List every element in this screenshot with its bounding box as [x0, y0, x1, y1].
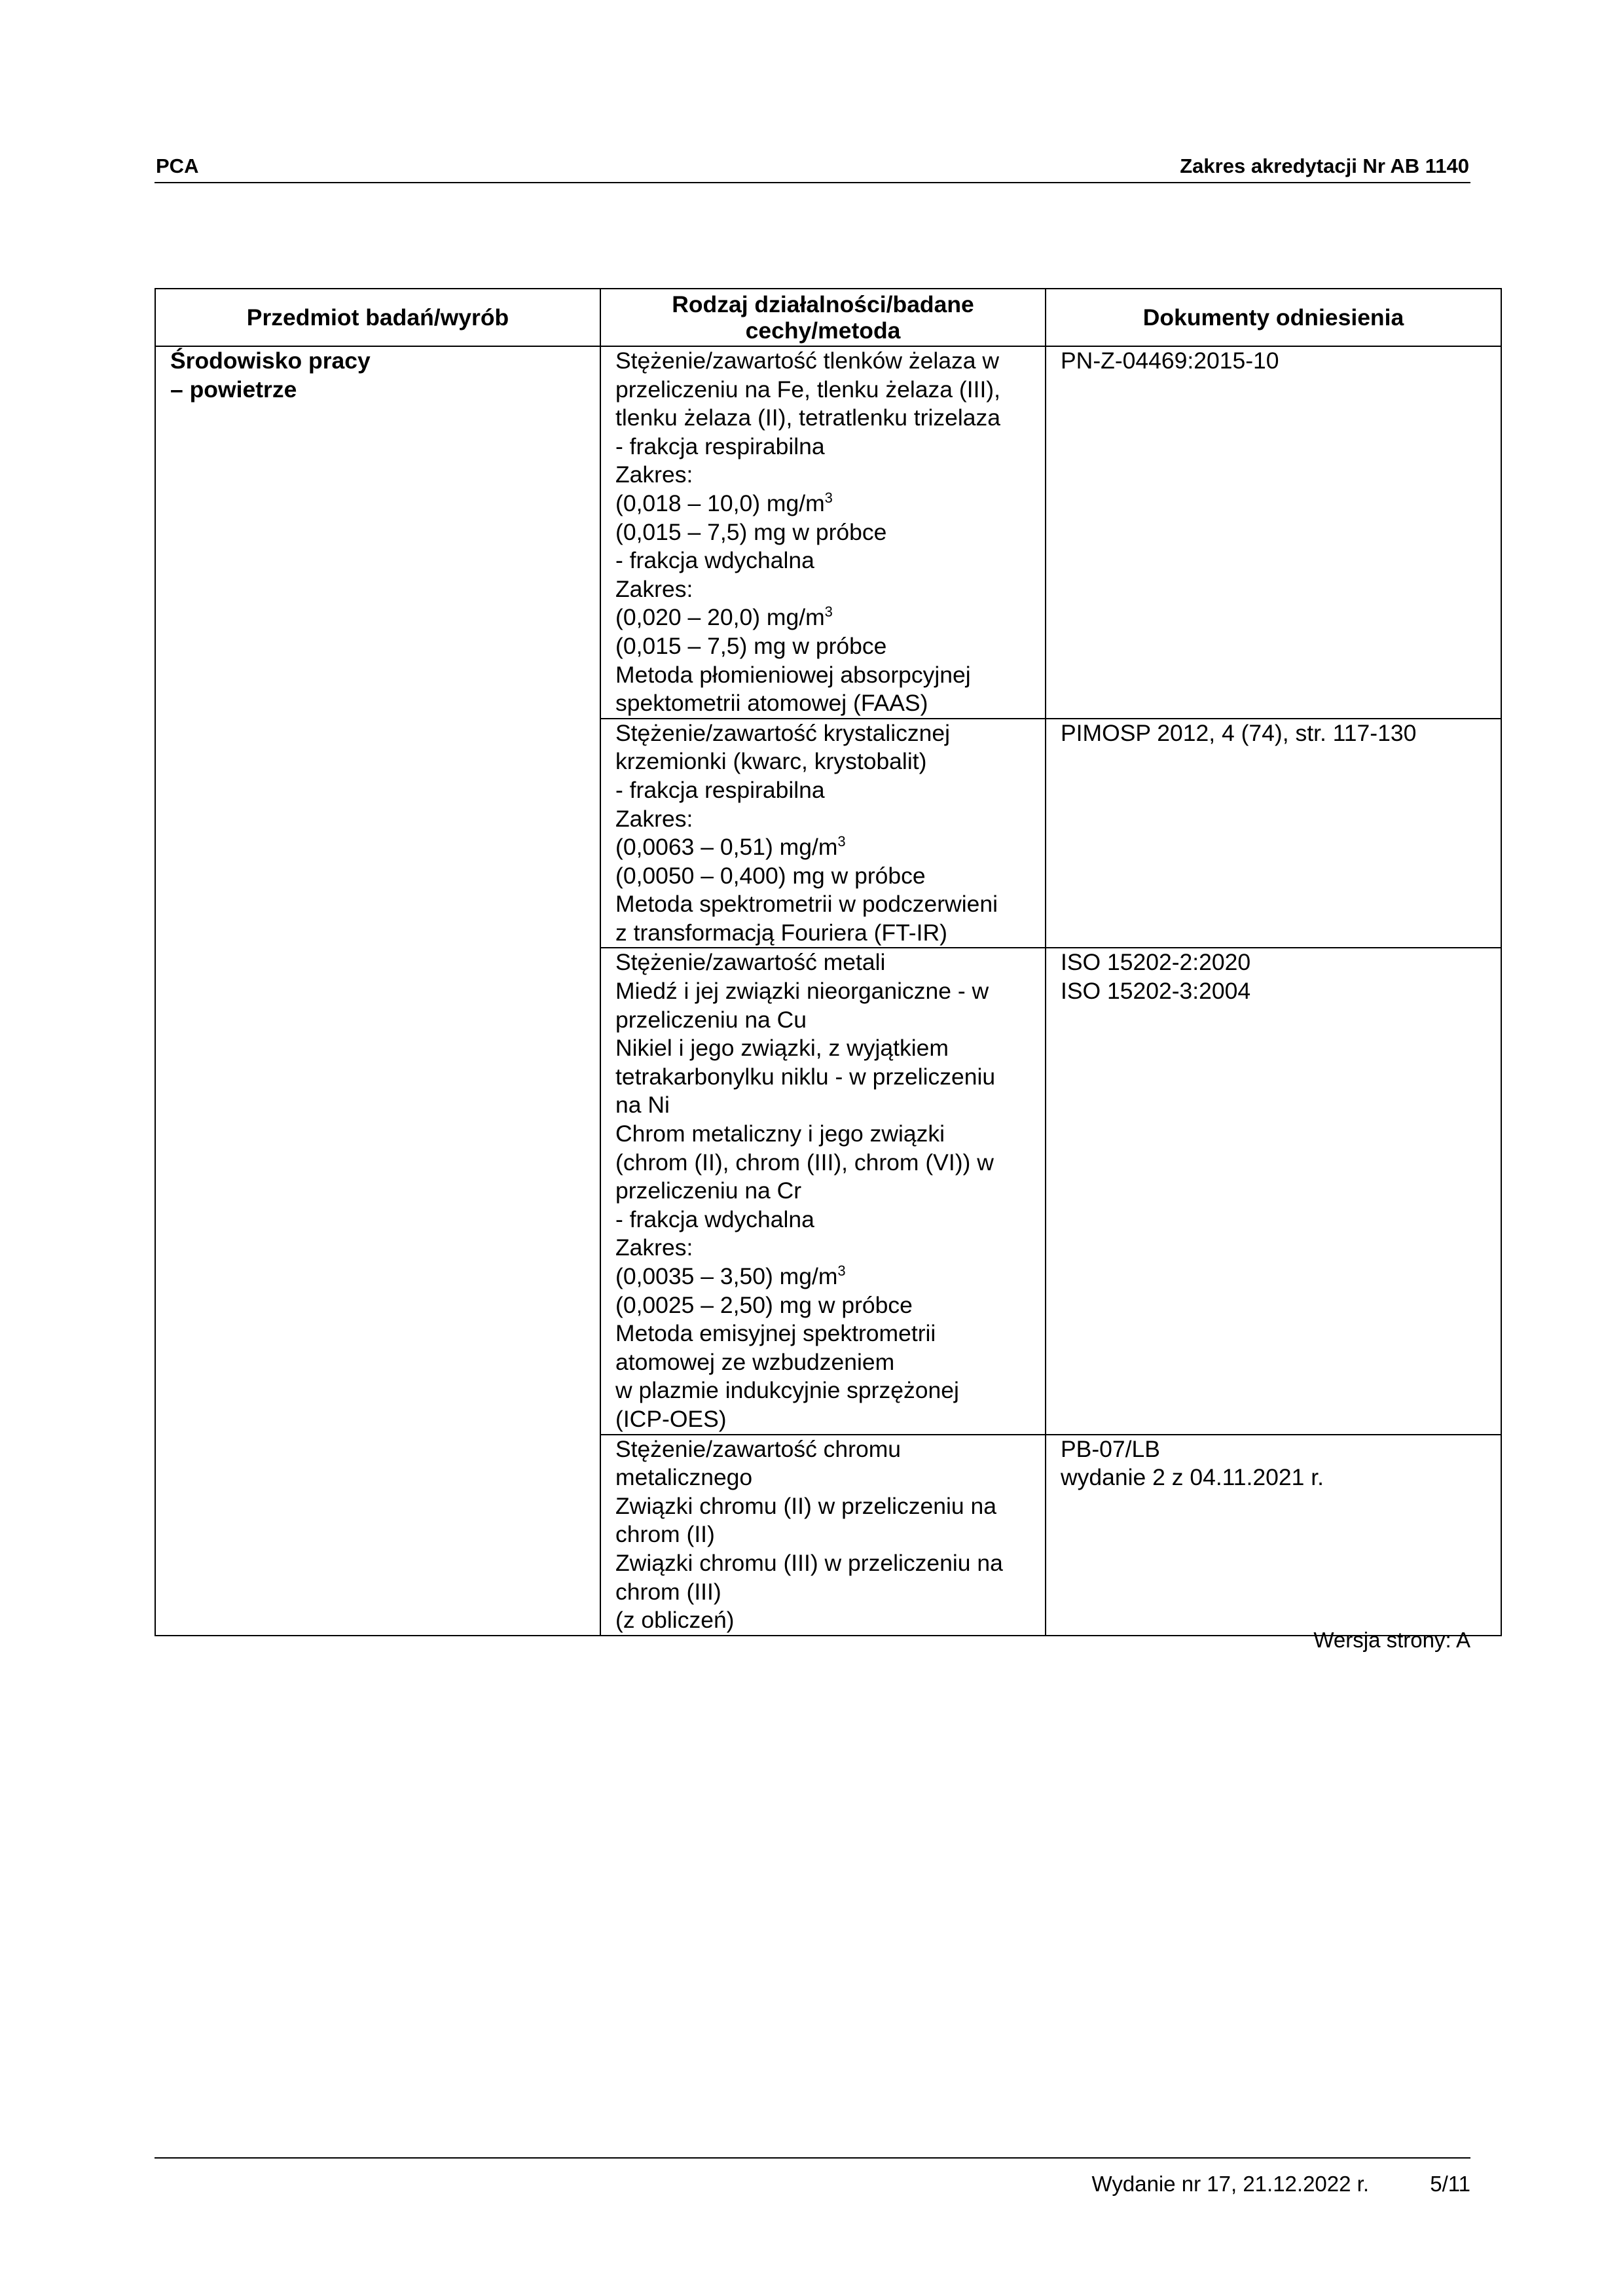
method-line: - frakcja wdychalna: [615, 547, 814, 574]
method-cell: [600, 719, 1046, 948]
document-reference: PN-Z-04469:2015-10: [1061, 348, 1279, 374]
method-line: - frakcja respirabilna: [615, 433, 825, 459]
table-row: [155, 346, 1501, 719]
method-line: krzemionki (kwarc, krystobalit): [615, 748, 927, 775]
method-line: przeliczeniu na Cr: [615, 1177, 802, 1204]
method-line: Miedź i jej związki nieorganiczne - w: [615, 978, 989, 1005]
method-line: Zakres:: [615, 575, 693, 602]
subject-line: Środowisko pracy: [170, 348, 371, 374]
header-scope-number: Zakres akredytacji Nr AB 1140: [1180, 154, 1469, 177]
accreditation-scope-table: [155, 288, 1502, 1636]
method-line: spektometrii atomowej (FAAS): [615, 690, 928, 717]
column-header-method: Rodzaj działalności/badane cechy/metoda: [600, 289, 1046, 346]
method-line: (0,015 – 7,5) mg w próbce: [615, 518, 887, 545]
method-line: (chrom (II), chrom (III), chrom (VI)) w: [615, 1149, 994, 1175]
method-line: chrom (II): [615, 1521, 715, 1548]
method-line: Metoda płomieniowej absorpcyjnej: [615, 661, 971, 688]
footer-page-number: 5/11: [1430, 2172, 1470, 2196]
documents-cell: [1046, 719, 1501, 948]
method-line: przeliczeniu na Cu: [615, 1006, 807, 1033]
method-line: Stężenie/zawartość krystalicznej: [615, 719, 951, 746]
document-reference: ISO 15202-3:2004: [1061, 978, 1251, 1005]
method-line: atomowej ze wzbudzeniem: [615, 1348, 895, 1375]
method-line: przeliczeniu na Fe, tlenku żelaza (III),: [615, 376, 1000, 403]
method-line: z transformacją Fouriera (FT-IR): [615, 919, 947, 946]
method-line: Nikiel i jego związki, z wyjątkiem: [615, 1035, 949, 1062]
method-line: Stężenie/zawartość metali: [615, 949, 886, 976]
page-version: Wersja strony: A: [1313, 1628, 1470, 1652]
method-line: Metoda spektrometrii w podczerwieni: [615, 891, 998, 918]
column-header-subject: Przedmiot badań/wyrób: [155, 289, 600, 346]
method-line: Zakres:: [615, 805, 693, 832]
documents-cell: [1046, 948, 1501, 1434]
method-line: Metoda emisyjnej spektrometrii: [615, 1320, 936, 1347]
method-line: Stężenie/zawartość chromu: [615, 1435, 902, 1462]
table-header-row: [155, 289, 1501, 346]
method-line: (0,020 – 20,0) $mg/m^3$: [615, 603, 833, 631]
method-cell: [600, 1435, 1046, 1636]
method-line: w plazmie indukcyjnie sprzężonej: [615, 1377, 959, 1404]
method-line: (0,0063 – 0,51) $mg/m^3$: [615, 833, 846, 861]
method-line: na Ni: [615, 1092, 670, 1119]
method-line: - frakcja respirabilna: [615, 776, 825, 803]
method-line: tetrakarbonylku niklu - w przeliczeniu: [615, 1063, 996, 1090]
method-line: (0,0025 – 2,50) mg w próbce: [615, 1291, 913, 1318]
method-line: Chrom metaliczny i jego związki: [615, 1121, 945, 1147]
method-line: Związki chromu (II) w przeliczeniu na: [615, 1492, 996, 1519]
method-line: (0,015 – 7,5) mg w próbce: [615, 632, 887, 659]
method-line: chrom (III): [615, 1578, 721, 1605]
method-line: tlenku żelaza (II), tetratlenku trizelaza: [615, 404, 1000, 431]
column-header-documents: Dokumenty odniesienia: [1046, 289, 1501, 346]
method-line: Zakres:: [615, 461, 693, 488]
footer-divider: [155, 2157, 1470, 2159]
page-header: [155, 152, 1470, 183]
method-line: metalicznego: [615, 1464, 753, 1491]
method-line: (z obliczeń): [615, 1607, 735, 1634]
footer-edition: Wydanie nr 17, 21.12.2022 r.: [1091, 2172, 1369, 2196]
header-org: PCA: [156, 154, 199, 177]
documents-cell: [1046, 1435, 1501, 1636]
method-line: Zakres:: [615, 1234, 693, 1261]
method-cell: [600, 948, 1046, 1434]
document-reference: wydanie 2 z 04.11.2021 r.: [1061, 1464, 1324, 1491]
document-reference: ISO 15202-2:2020: [1061, 949, 1251, 976]
method-cell: [600, 346, 1046, 719]
document-reference: PB-07/LB: [1061, 1435, 1160, 1462]
method-line: (0,018 – 10,0) $mg/m^3$: [615, 489, 833, 516]
method-line: (ICP-OES): [615, 1405, 727, 1432]
documents-cell: [1046, 346, 1501, 719]
subject-line: – powietrze: [170, 376, 297, 403]
method-line: - frakcja wdychalna: [615, 1206, 814, 1232]
method-line: (0,0035 – 3,50) $mg/m^3$: [615, 1263, 846, 1289]
method-line: Stężenie/zawartość tlenków żelaza w: [615, 348, 1000, 374]
method-line: Związki chromu (III) w przeliczeniu na: [615, 1549, 1003, 1576]
method-line: (0,0050 – 0,400) mg w próbce: [615, 862, 926, 889]
document-reference: PIMOSP 2012, 4 (74), str. 117-130: [1061, 719, 1417, 746]
subject-cell: [155, 346, 600, 1636]
